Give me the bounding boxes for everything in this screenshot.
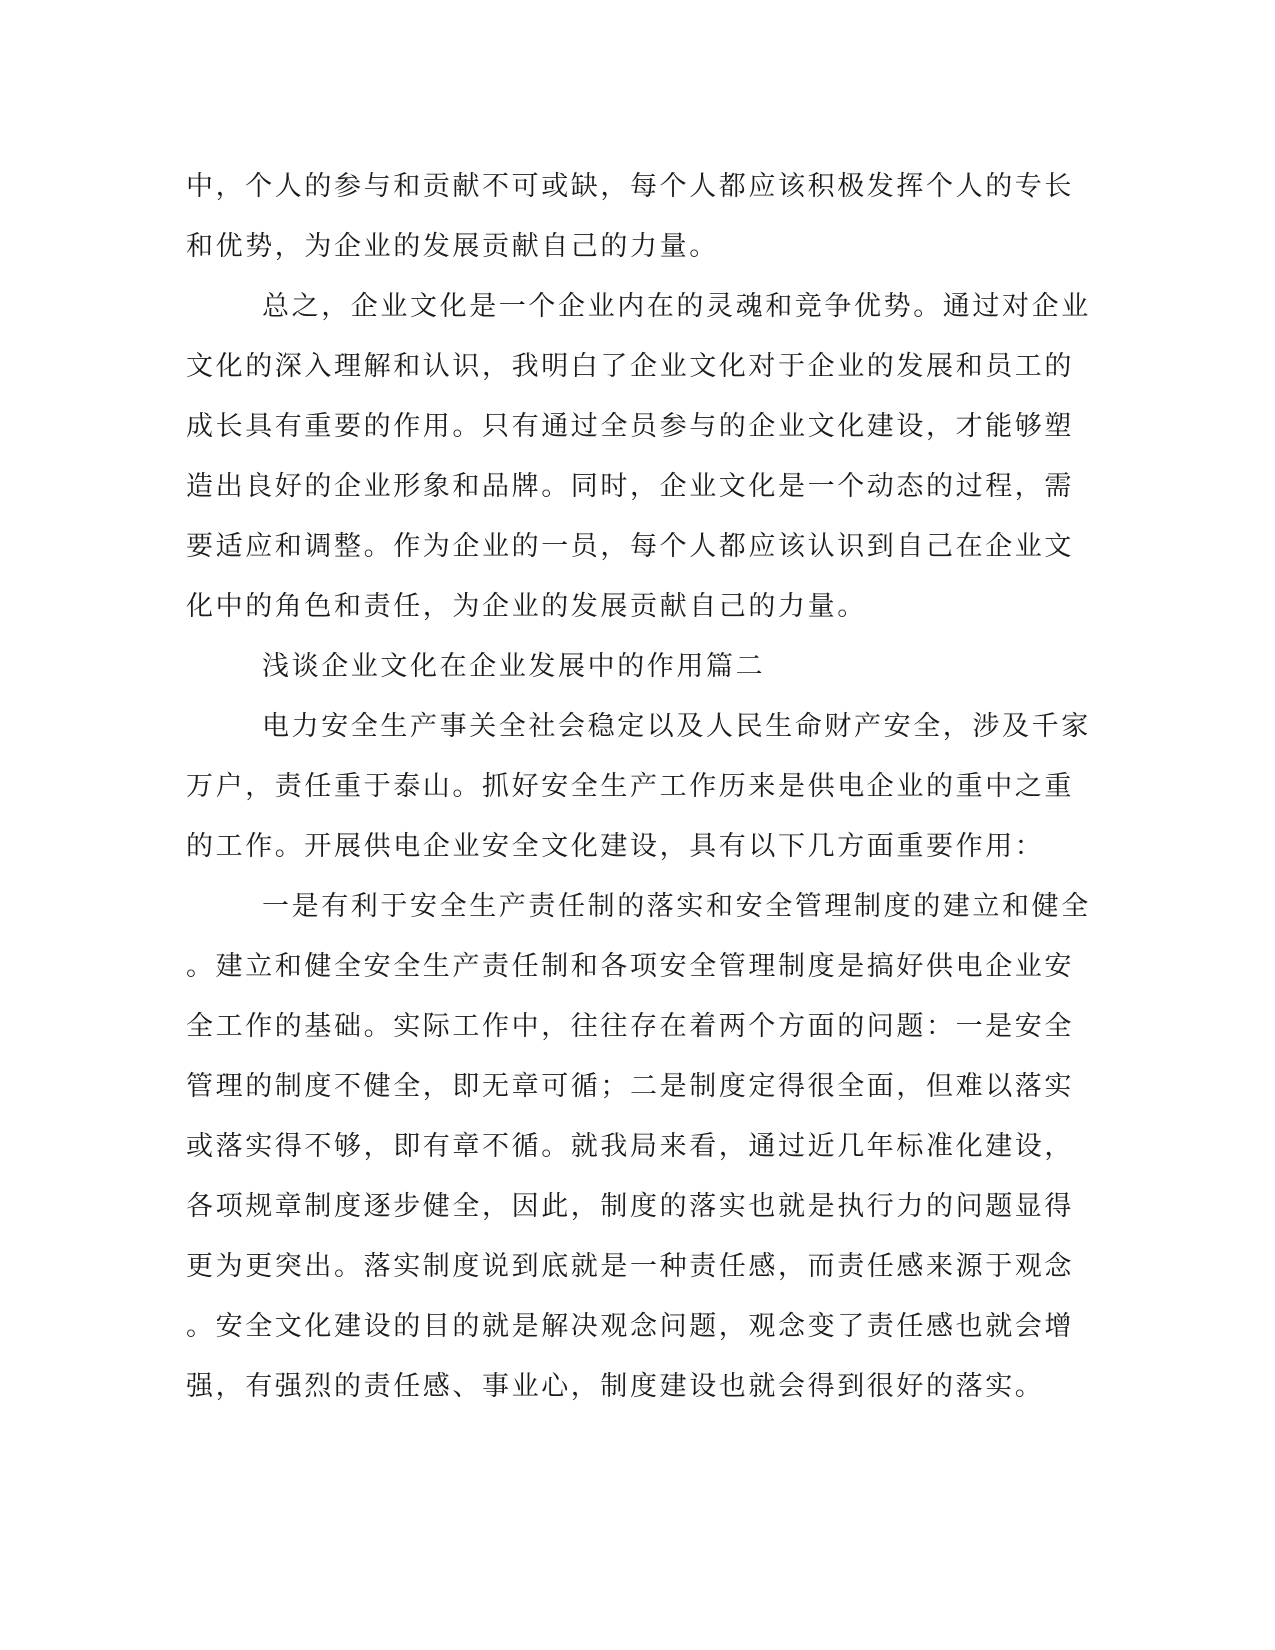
text-line: 或落实得不够，即有章不循。就我局来看，通过近几年标准化建设，: [186, 1131, 1074, 1162]
text-line: 全工作的基础。实际工作中，往往存在着两个方面的问题：一是安全: [186, 1011, 1074, 1042]
text-line: 和优势，为企业的发展贡献自己的力量。: [186, 231, 719, 262]
text-line: 。建立和健全安全生产责任制和各项安全管理制度是搞好供电企业安: [186, 951, 1074, 982]
text-line: 强，有强烈的责任感、事业心，制度建设也就会得到很好的落实。: [186, 1371, 1045, 1402]
text-line: 成长具有重要的作用。只有通过全员参与的企业文化建设，才能够塑: [186, 411, 1074, 442]
text-line: 。安全文化建设的目的就是解决观念问题，观念变了责任感也就会增: [186, 1311, 1074, 1342]
text-line: 造出良好的企业形象和品牌。同时，企业文化是一个动态的过程，需: [186, 471, 1074, 502]
text-line: 中，个人的参与和贡献不可或缺，每个人都应该积极发挥个人的专长: [186, 171, 1074, 202]
text-line: 的工作。开展供电企业安全文化建设，具有以下几方面重要作用：: [186, 831, 1045, 862]
text-line: 更为更突出。落实制度说到底就是一种责任感，而责任感来源于观念: [186, 1251, 1074, 1282]
text-line: 管理的制度不健全，即无章可循；二是制度定得很全面，但难以落实: [186, 1071, 1074, 1102]
text-line: 各项规章制度逐步健全，因此，制度的落实也就是执行力的问题显得: [186, 1191, 1074, 1222]
section-heading: 浅谈企业文化在企业发展中的作用篇二: [262, 651, 766, 682]
document-body: [186, 157, 1091, 1417]
paragraph-start-line: 总之，企业文化是一个企业内在的灵魂和竞争优势。通过对企业: [262, 291, 1091, 322]
text-line: 万户，责任重于泰山。抓好安全生产工作历来是供电企业的重中之重: [186, 771, 1074, 802]
text-line: 化中的角色和责任，为企业的发展贡献自己的力量。: [186, 591, 867, 622]
paragraph-start-line: 一是有利于安全生产责任制的落实和安全管理制度的建立和健全: [262, 891, 1091, 922]
text-line: 文化的深入理解和认识，我明白了企业文化对于企业的发展和员工的: [186, 351, 1074, 382]
paragraph-start-line: 电力安全生产事关全社会稳定以及人民生命财产安全，涉及千家: [262, 711, 1091, 742]
text-line: 要适应和调整。作为企业的一员，每个人都应该认识到自己在企业文: [186, 531, 1074, 562]
